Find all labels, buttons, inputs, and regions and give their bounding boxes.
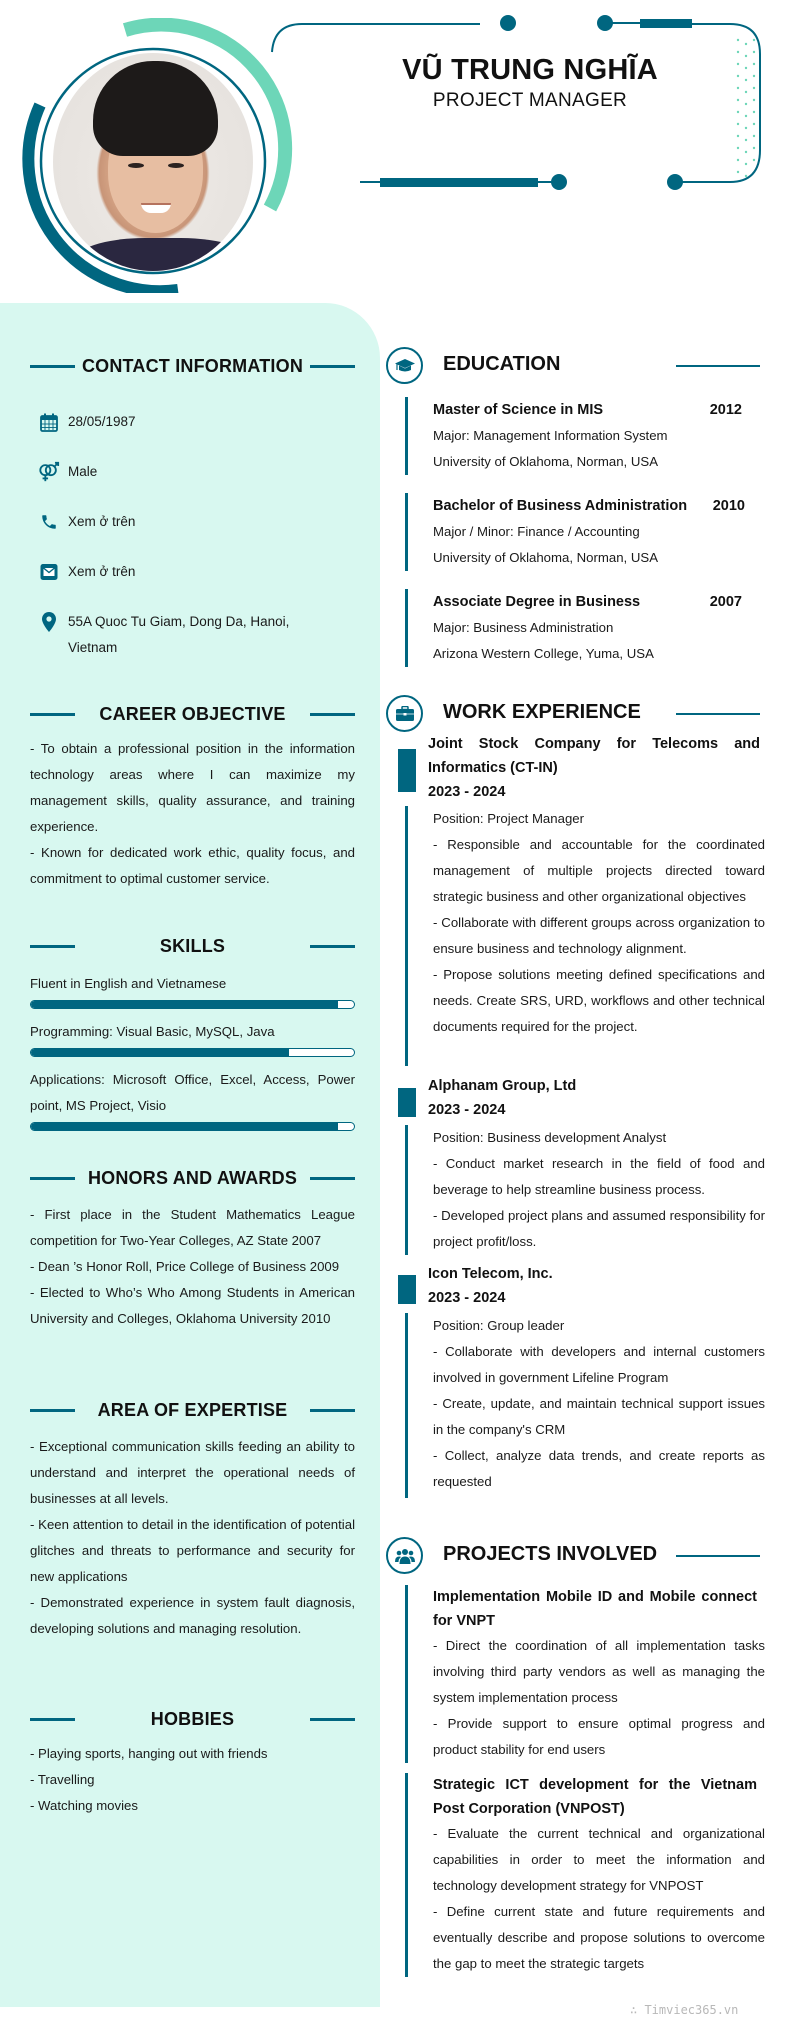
- contact-value: Male: [68, 464, 98, 479]
- position: Position: Project Manager: [433, 811, 584, 826]
- title-rule: [676, 1555, 760, 1557]
- section-header-projects: [386, 1537, 760, 1575]
- title-rule: [310, 1718, 355, 1721]
- contact-value: Xem ở trên: [68, 564, 136, 579]
- team-icon: [386, 1537, 423, 1574]
- degree-major: Major / Minor: Finance / Accounting: [433, 524, 640, 539]
- work-bullet: - Propose solutions meeting defined specifications and needs. Create SRS, URD, workflows and other technical documents required for the project.: [433, 967, 765, 1034]
- education-item: [405, 589, 750, 667]
- skill-item: [30, 1067, 355, 1131]
- section-heading: HOBBIES: [150, 1708, 235, 1729]
- company-name: Alphanam Group, Ltd: [428, 1078, 577, 1094]
- work-item-header: [398, 1074, 760, 1122]
- calendar-icon: [38, 411, 60, 433]
- skill-label: Fluent in English and Vietnamese: [30, 976, 227, 991]
- profile-photo: [53, 53, 253, 271]
- work-item-header: [398, 1262, 760, 1310]
- watermark: ∴ Timviec365.vn: [630, 2003, 739, 2017]
- work-bullet: - Developed project plans and assumed responsibility for project profit/loss.: [433, 1208, 765, 1249]
- position: Position: Group leader: [433, 1318, 565, 1333]
- degree-school: University of Oklahoma, Norman, USA: [433, 550, 658, 565]
- work-item-body: [405, 1313, 765, 1498]
- title-rule: [30, 1718, 75, 1721]
- hobby-line: - Travelling: [30, 1772, 95, 1787]
- skill-label: Applications: Microsoft Office, Excel, Access, Power point, MS Project, Visio: [30, 1072, 355, 1113]
- title-rule: [30, 945, 75, 948]
- hobby-line: - Playing sports, hanging out with friends: [30, 1746, 268, 1761]
- degree-year: 2007: [709, 594, 742, 610]
- skill-progress-fill: [31, 1049, 289, 1056]
- company-name: Joint Stock Company for Telecoms and Informatics (CT-IN): [428, 736, 760, 776]
- degree-school: University of Oklahoma, Norman, USA: [433, 454, 658, 469]
- position: Position: Business development Analyst: [433, 1130, 667, 1145]
- section-title-objective: [30, 702, 355, 726]
- section-heading: SKILLS: [159, 935, 226, 956]
- title-rule: [310, 365, 355, 368]
- work-period: 2023 - 2024: [428, 784, 506, 800]
- contact-gender: [38, 459, 308, 485]
- project-bullet: - Evaluate the current technical and organizational capabilities in order to meet the information and technology development strategy for VNPOST: [433, 1826, 765, 1893]
- work-bullet: - Create, update, and maintain technical support issues in the company's CRM: [433, 1396, 765, 1437]
- degree-year: 2012: [709, 402, 742, 418]
- title-rule: [30, 365, 75, 368]
- contact-value: 55A Quoc Tu Giam, Dong Da, Hanoi, Vietnam: [68, 614, 290, 655]
- honor-line: - Dean ’s Honor Roll, Price College of Business 2009: [30, 1259, 340, 1274]
- contact-value: 28/05/1987: [68, 414, 136, 429]
- candidate-name: VŨ TRUNG NGHĨA: [402, 54, 658, 86]
- project-bullet: - Provide support to ensure optimal progress and product stability for end users: [433, 1716, 765, 1757]
- honor-line: - First place in the Student Mathematics League competition for Two-Year Colleges, AZ State 2007: [30, 1207, 355, 1248]
- briefcase-icon: [386, 695, 423, 732]
- gender-icon: [38, 461, 60, 483]
- section-heading: AREA OF EXPERTISE: [97, 1399, 288, 1420]
- contact-phone: [38, 509, 308, 535]
- title-rule: [676, 365, 760, 367]
- section-heading: PROJECTS INVOLVED: [443, 1543, 658, 1565]
- education-item: [405, 397, 750, 475]
- section-heading: HONORS AND AWARDS: [87, 1167, 298, 1188]
- hobby-line: - Watching movies: [30, 1798, 138, 1813]
- timeline-marker: [398, 1275, 416, 1304]
- objective-line: - To obtain a professional position in the information technology areas where I can maximize my management skills, quality assurance, and training experience.: [30, 741, 355, 834]
- work-item-body: [405, 806, 765, 1066]
- honor-line: - Elected to Who’s Who Among Students in American University and Colleges, Oklahoma University 2010: [30, 1285, 355, 1326]
- title-rule: [30, 1177, 75, 1180]
- degree-year: 2010: [712, 498, 745, 514]
- degree-major: Major: Business Administration: [433, 620, 614, 635]
- work-item-body: [405, 1125, 765, 1255]
- project-item: [405, 1773, 765, 1977]
- work-item-header: [398, 732, 760, 804]
- section-title-contact: [30, 354, 355, 378]
- project-item: [405, 1585, 765, 1763]
- skill-progress-fill: [31, 1001, 338, 1008]
- degree-major: Major: Management Information System: [433, 428, 668, 443]
- skill-progress-fill: [31, 1123, 338, 1130]
- honors-text: [30, 1202, 355, 1332]
- work-period: 2023 - 2024: [428, 1290, 506, 1306]
- title-rule: [310, 945, 355, 948]
- project-name: Strategic ICT development for the Vietnam Post Corporation (VNPOST): [433, 1777, 757, 1817]
- title-rule: [676, 713, 760, 715]
- work-period: 2023 - 2024: [428, 1102, 506, 1118]
- work-bullet: - Collect, analyze data trends, and create reports as requested: [433, 1448, 765, 1489]
- email-icon: [38, 561, 60, 583]
- cv-header: [0, 0, 800, 300]
- project-bullet: - Direct the coordination of all implementation tasks involving third party vendors as well as managing the system implementation process: [433, 1638, 765, 1705]
- section-title-hobbies: [30, 1707, 355, 1731]
- skill-progress-bar: [30, 1122, 355, 1131]
- expertise-line: - Keen attention to detail in the identification of potential glitches and threats to performance and security for new applications: [30, 1517, 355, 1584]
- objective-text: [30, 736, 355, 892]
- project-bullet: - Define current state and future requirements and eventually describe and propose solutions to overcome the gap to meet the strategic targets: [433, 1904, 765, 1971]
- contact-address: [38, 609, 308, 661]
- company-name: Icon Telecom, Inc.: [428, 1266, 553, 1282]
- section-heading: CAREER OBJECTIVE: [99, 703, 286, 724]
- degree-school: Arizona Western College, Yuma, USA: [433, 646, 654, 661]
- contact-value: Xem ở trên: [68, 514, 136, 529]
- skill-item: [30, 971, 355, 1009]
- title-rule: [310, 1409, 355, 1412]
- skill-progress-bar: [30, 1048, 355, 1057]
- education-item: [405, 493, 750, 571]
- skill-label: Programming: Visual Basic, MySQL, Java: [30, 1024, 275, 1039]
- work-bullet: - Collaborate with different groups across organization to ensure business and technology alignment.: [433, 915, 765, 956]
- title-rule: [30, 1409, 75, 1412]
- expertise-line: - Demonstrated experience in system fault diagnosis, developing solutions and managing resolution.: [30, 1595, 355, 1636]
- degree-name: Bachelor of Business Administration: [433, 498, 688, 514]
- timeline-marker: [398, 1088, 416, 1117]
- title-rule: [310, 1177, 355, 1180]
- expertise-text: [30, 1434, 355, 1642]
- section-title-skills: [30, 934, 355, 958]
- timeline-marker: [398, 749, 416, 792]
- contact-birthday: [38, 409, 308, 435]
- candidate-title: PROJECT MANAGER: [432, 90, 628, 111]
- title-rule: [310, 713, 355, 716]
- hobbies-text: [30, 1741, 355, 1819]
- objective-line: - Known for dedicated work ethic, quality focus, and commitment to optimal customer service.: [30, 845, 355, 886]
- degree-name: Master of Science in MIS: [433, 402, 604, 418]
- section-title-expertise: [30, 1398, 355, 1422]
- skill-progress-bar: [30, 1000, 355, 1009]
- section-title-honors: [30, 1166, 355, 1190]
- skill-item: [30, 1019, 355, 1057]
- section-heading: WORK EXPERIENCE: [443, 701, 641, 723]
- section-heading: EDUCATION: [443, 353, 561, 375]
- expertise-line: - Exceptional communication skills feeding an ability to understand and interpret the operational needs of businesses at all levels.: [30, 1439, 355, 1506]
- degree-name: Associate Degree in Business: [433, 594, 641, 610]
- section-header-work: [386, 695, 760, 733]
- phone-icon: [38, 511, 60, 533]
- work-bullet: - Responsible and accountable for the coordinated management of multiple projects directed toward strategic business and other organizational objectives: [433, 837, 765, 904]
- graduation-cap-icon: [386, 347, 423, 384]
- avatar-frame: [18, 18, 293, 293]
- contact-email: [38, 559, 308, 585]
- project-name: Implementation Mobile ID and Mobile connect for VNPT: [433, 1589, 757, 1629]
- location-icon: [38, 611, 60, 633]
- work-bullet: - Conduct market research in the field of food and beverage to help streamline business process.: [433, 1156, 765, 1197]
- section-header-education: [386, 347, 760, 385]
- title-rule: [30, 713, 75, 716]
- section-heading: CONTACT INFORMATION: [81, 355, 304, 376]
- work-bullet: - Collaborate with developers and internal customers involved in government Lifeline Program: [433, 1344, 765, 1385]
